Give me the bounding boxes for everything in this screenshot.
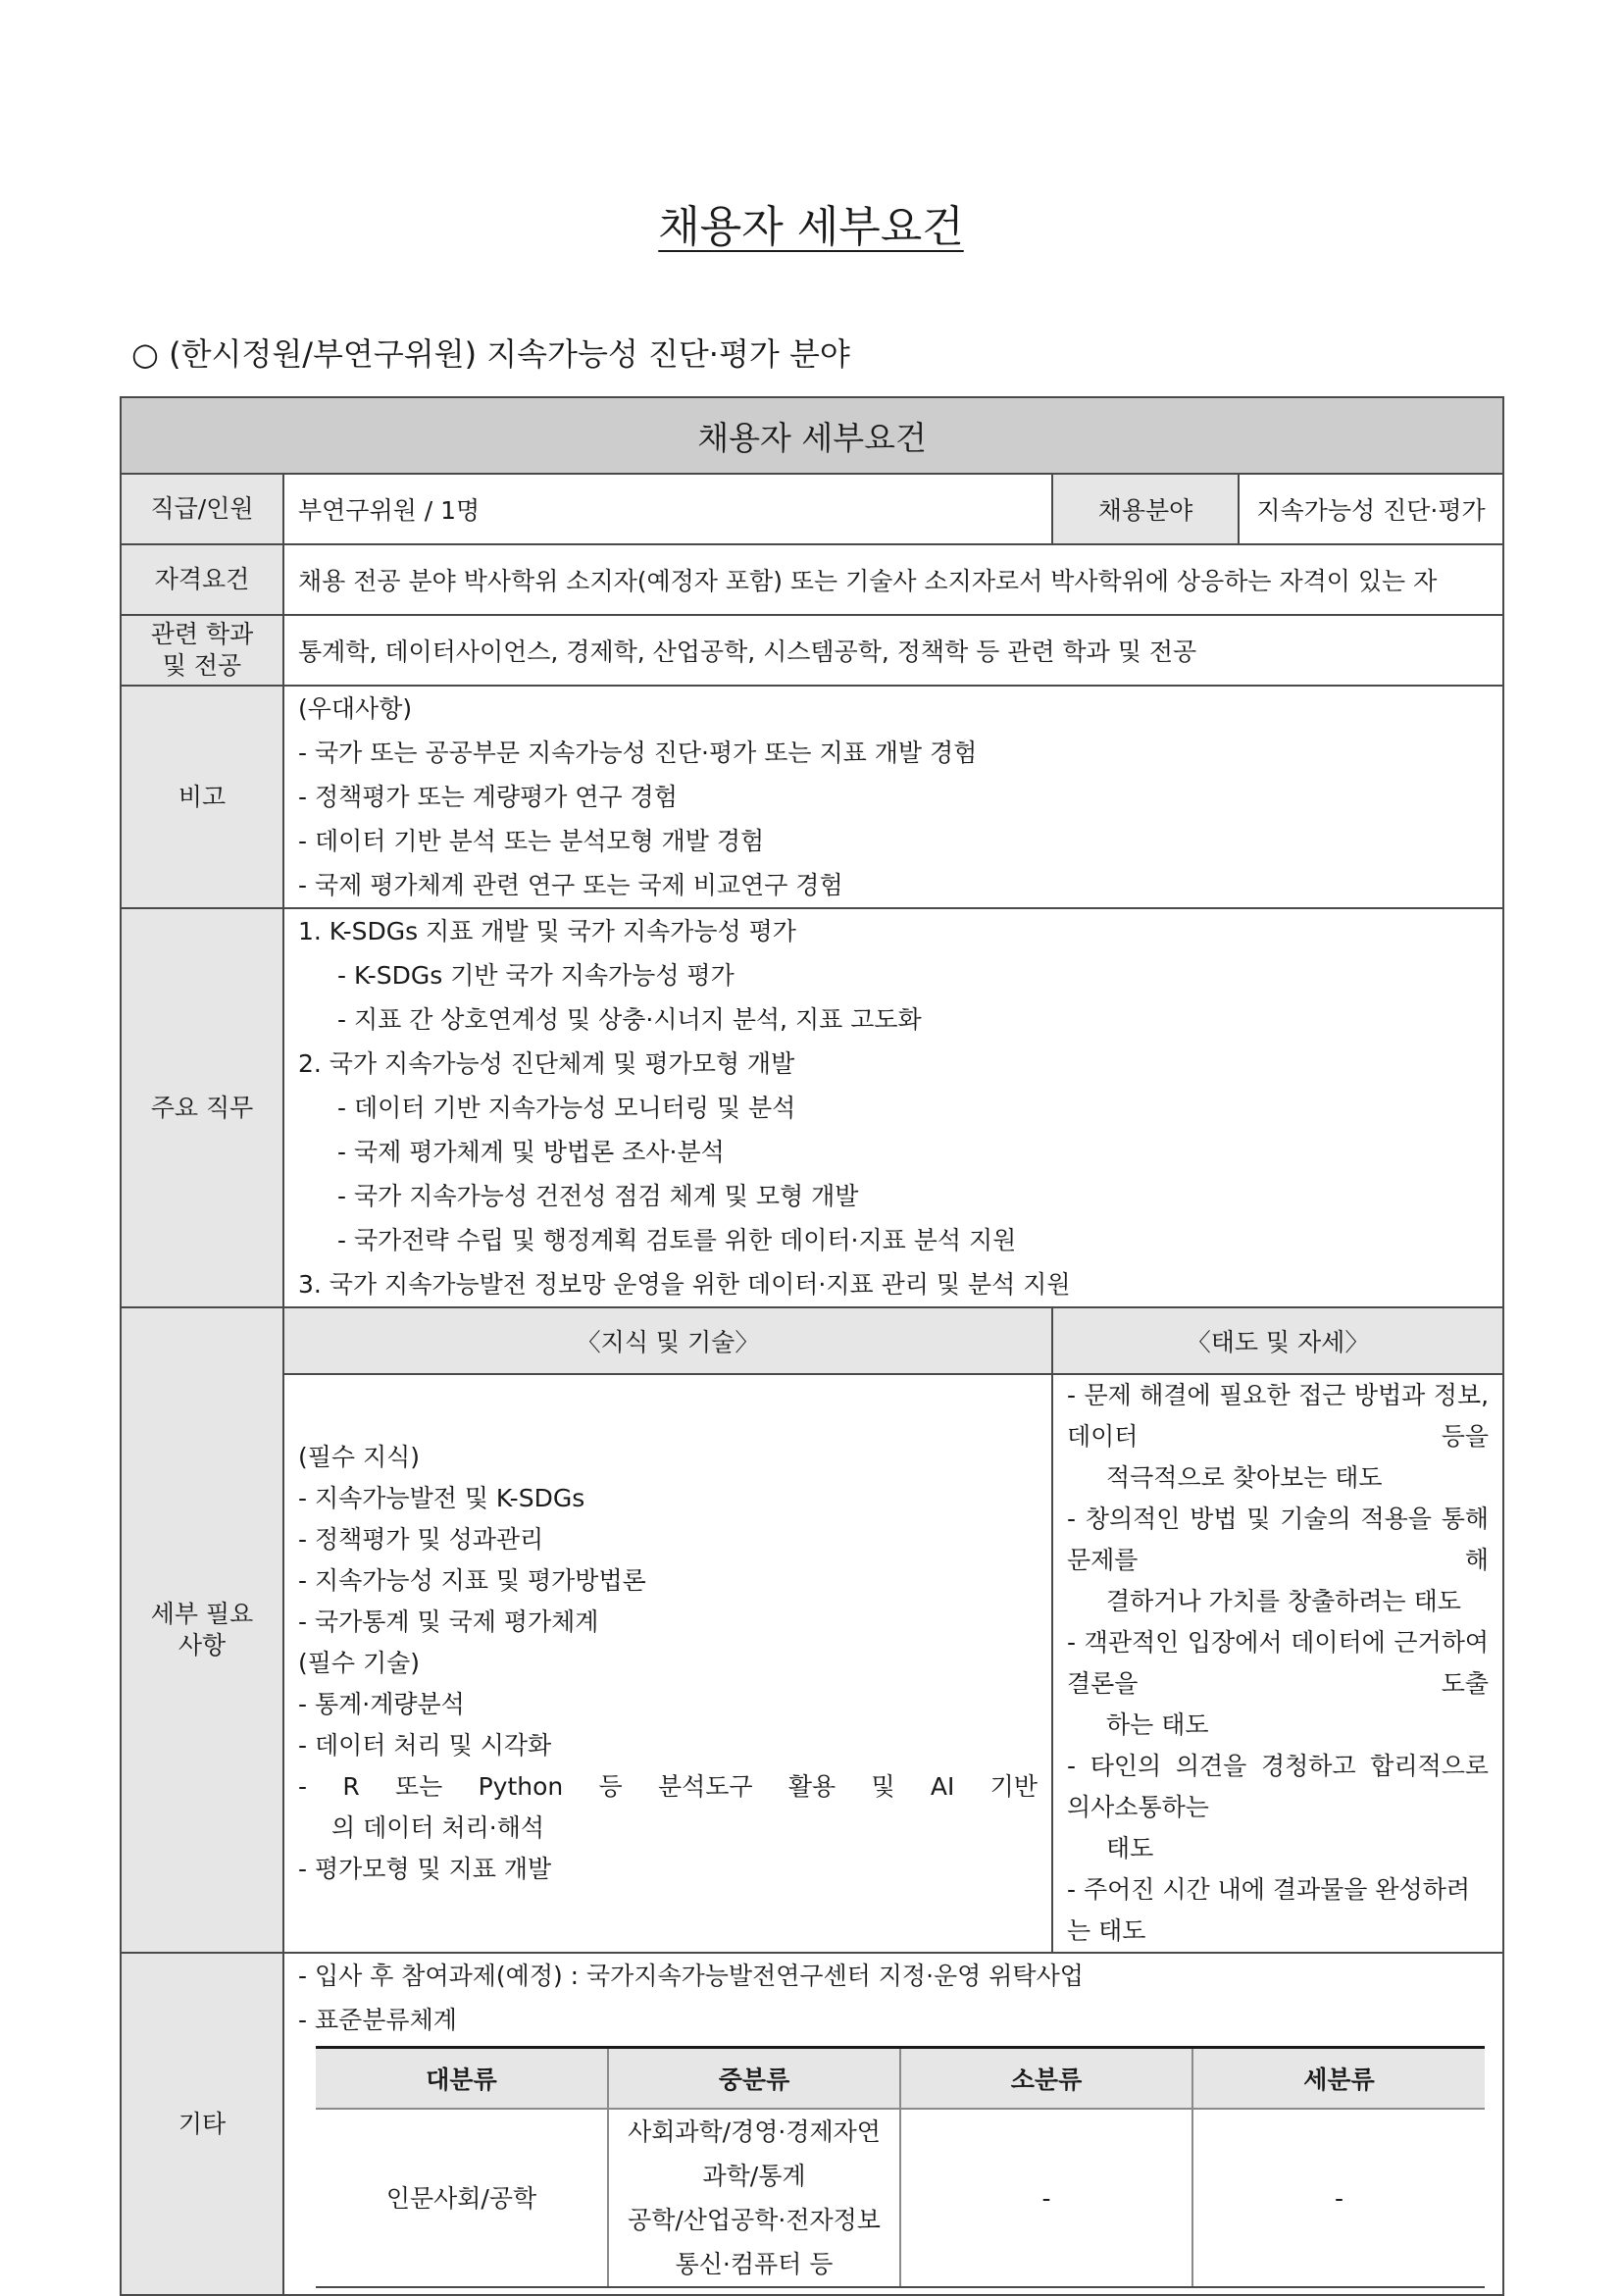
duty-line: - 국제 평가체계 및 방법론 조사·분석 (337, 1138, 725, 1166)
major-value: 통계학, 데이터사이언스, 경제학, 산업공학, 시스템공학, 정책학 등 관련 학과 및 전공 (283, 615, 1503, 686)
remarks-line: (우대사항) (298, 694, 413, 723)
attitude-line: - 주어진 시간 내에 결과물을 완성하려는 태도 (1067, 1875, 1471, 1945)
attitude-line: 하는 태도 (1106, 1710, 1209, 1739)
knowledge-line: - 데이터 처리 및 시각화 (298, 1731, 552, 1760)
field-value: 지속가능성 진단·평가 (1239, 474, 1503, 544)
knowledge-line: 의 데이터 처리·해석 (331, 1813, 545, 1842)
classification-middle-line: 공학/산업공학·전자정보 (628, 2206, 881, 2234)
page-title (0, 198, 1622, 257)
classification-middle-line: 과학/통계 (702, 2162, 806, 2190)
knowledge-line: - 지속가능성 지표 및 평가방법론 (298, 1566, 646, 1595)
duty-line: 1. K-SDGs 지표 개발 및 국가 지속가능성 평가 (298, 917, 796, 945)
major-label (121, 615, 283, 686)
classification-header: 세분류 (1192, 2048, 1485, 2110)
major-label-line1: 관련 학과 (150, 620, 254, 648)
duty-line: 2. 국가 지속가능성 진단체계 및 평가모형 개발 (298, 1049, 795, 1078)
duties-label: 주요 직무 (121, 908, 283, 1307)
remarks-line: - 정책평가 또는 계량평가 연구 경험 (298, 783, 678, 811)
etc-content (283, 1953, 1503, 2295)
knowledge-line: - 국가통계 및 국제 평가체계 (298, 1607, 599, 1636)
remarks-label: 비고 (121, 686, 283, 908)
details-label-line1: 세부 필요 (150, 1600, 254, 1628)
duty-line: - 지표 간 상호연계성 및 상충·시너지 분석, 지표 고도화 (337, 1005, 922, 1034)
attitude-line: 결하거나 가치를 창출하려는 태도 (1106, 1587, 1461, 1615)
duty-line: - 데이터 기반 지속가능성 모니터링 및 분석 (337, 1094, 796, 1122)
remarks-line: - 국제 평가체계 관련 연구 또는 국제 비교연구 경험 (298, 871, 843, 899)
position-row (121, 474, 1503, 544)
knowledge-content (283, 1374, 1052, 1953)
attitude-line: 태도 (1106, 1834, 1154, 1862)
etc-line: - 표준분류체계 (298, 2006, 457, 2034)
qualification-row (121, 544, 1503, 615)
classification-header: 중분류 (608, 2048, 900, 2110)
requirements-table (120, 396, 1504, 2296)
knowledge-header: 〈지식 및 기술〉 (283, 1307, 1052, 1374)
field-label: 채용분야 (1052, 474, 1239, 544)
knowledge-line: (필수 기술) (298, 1649, 421, 1677)
attitude-content (1052, 1374, 1503, 1953)
classification-header: 소분류 (900, 2048, 1192, 2110)
duties-row (121, 908, 1503, 1307)
knowledge-line: - 평가모형 및 지표 개발 (298, 1855, 552, 1883)
table-header-row (121, 397, 1503, 474)
major-label-line2: 및 전공 (162, 651, 242, 680)
duty-line: - K-SDGs 기반 국가 지속가능성 평가 (337, 961, 735, 990)
knowledge-line: - 지속가능발전 및 K-SDGs (298, 1484, 585, 1512)
classification-middle-line: 통신·컴퓨터 등 (675, 2250, 834, 2278)
attitude-line: 적극적으로 찾아보는 태도 (1106, 1463, 1383, 1492)
classification-row (316, 2109, 1485, 2287)
remarks-row (121, 686, 1503, 908)
knowledge-line: - R 또는 Python 등 분석도구 활용 및 AI 기반 (298, 1772, 1038, 1801)
details-body-row (121, 1374, 1503, 1953)
classification-detail: - (1192, 2109, 1485, 2287)
classification-middle (608, 2109, 900, 2287)
classification-major: 인문사회/공학 (316, 2109, 608, 2287)
remarks-content (283, 686, 1503, 908)
attitude-line: - 객관적인 입장에서 데이터에 근거하여 결론을 도출 (1067, 1628, 1490, 1698)
classification-minor: - (900, 2109, 1192, 2287)
classification-middle-line: 사회과학/경영·경제자연 (628, 2117, 881, 2146)
details-header-row (121, 1307, 1503, 1374)
duties-content (283, 908, 1503, 1307)
classification-header-row (316, 2048, 1485, 2110)
attitude-header: 〈태도 및 자세〉 (1052, 1307, 1503, 1374)
etc-line: - 입사 후 참여과제(예정) : 국가지속가능발전연구센터 지정·운영 위탁사업 (298, 1962, 1084, 1990)
details-label-line2: 사항 (177, 1631, 227, 1659)
etc-row (121, 1953, 1503, 2295)
duty-line: 3. 국가 지속가능발전 정보망 운영을 위한 데이터·지표 관리 및 분석 지원 (298, 1270, 1071, 1299)
classification-table (316, 2046, 1485, 2288)
duty-line: - 국가전략 수립 및 행정계획 검토를 위한 데이터·지표 분석 지원 (337, 1226, 1017, 1254)
details-label (121, 1307, 283, 1953)
table-header: 채용자 세부요건 (121, 397, 1503, 474)
remarks-line: - 데이터 기반 분석 또는 분석모형 개발 경험 (298, 827, 765, 855)
knowledge-line: (필수 지식) (298, 1443, 421, 1471)
knowledge-line: - 통계·계량분석 (298, 1690, 465, 1718)
page-title-text: 채용자 세부요건 (658, 202, 964, 252)
qualification-value: 채용 전공 분야 박사학위 소지자(예정자 포함) 또는 기술사 소지자로서 박사학위에 상응하는 자격이 있는 자 (283, 544, 1503, 615)
section-heading: ○ (한시정원/부연구위원) 지속가능성 진단·평가 분야 (131, 335, 850, 373)
duty-line: - 국가 지속가능성 건전성 점검 체계 및 모형 개발 (337, 1182, 859, 1210)
major-row (121, 615, 1503, 686)
attitude-line: - 타인의 의견을 경청하고 합리적으로 의사소통하는 (1067, 1752, 1490, 1821)
attitude-line: - 문제 해결에 필요한 접근 방법과 정보, 데이터 등을 (1067, 1381, 1490, 1451)
remarks-line: - 국가 또는 공공부문 지속가능성 진단·평가 또는 지표 개발 경험 (298, 739, 978, 767)
classification-header: 대분류 (316, 2048, 608, 2110)
qualification-label: 자격요건 (121, 544, 283, 615)
knowledge-line: - 정책평가 및 성과관리 (298, 1525, 544, 1554)
attitude-line: - 창의적인 방법 및 기술의 적용을 통해 문제를 해 (1067, 1505, 1490, 1574)
etc-label: 기타 (121, 1953, 283, 2295)
position-label: 직급/인원 (121, 474, 283, 544)
position-value: 부연구위원 / 1명 (283, 474, 1052, 544)
